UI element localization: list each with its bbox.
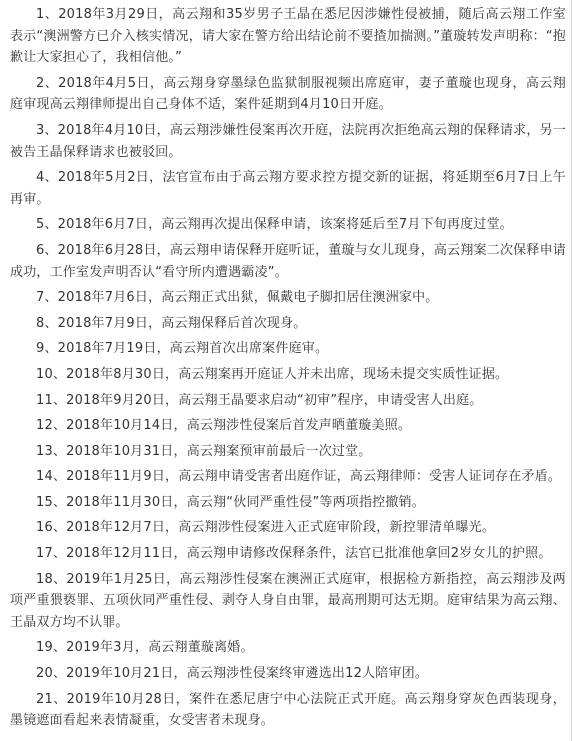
timeline-entry-21: 21、2019年10月28日，案件在悉尼唐宁中心法院正式开庭。高云翔身穿灰色西装现身，墨镜遮面看起来表情凝重，女受害者未现身。 xyxy=(10,691,566,729)
timeline-entry-5: 5、2018年6月7日，高云翔再次提出保释申请，该案将延后至7月下旬再度过堂。 xyxy=(36,217,513,233)
timeline-entry-12: 12、2018年10月14日，高云翔涉性侵案后首发声晒董璇美照。 xyxy=(36,418,412,434)
timeline-entry-13: 13、2018年10月31日，高云翔案预审前最后一次过堂。 xyxy=(36,443,372,459)
timeline-entry-4: 4、2018年5月2日，法官宣布由于高云翔方要求控方提交新的证据，将延期至6月7日上午再审。 xyxy=(10,170,566,207)
timeline-entry-15: 15、2018年11月30日，高云翔“伙同严重性侵”等两项指控撤销。 xyxy=(36,494,425,510)
timeline-entry-2: 2、2018年4月5日，高云翔身穿墨绿色监狱制服视频出席庭审，妻子董璇也现身，高云翔庭审现高云翔律师提出自己身体不适，案件延期到4月10日开庭。 xyxy=(10,75,566,113)
timeline-entry-20: 20、2019年10月21日，高云翔涉性侵案终审遴选出12人陪审团。 xyxy=(36,666,429,682)
timeline-entry-11: 11、2018年9月20日，高云翔王晶要求启动“初审”程序，申请受害人出庭。 xyxy=(36,392,483,408)
timeline-entry-17: 17、2018年12月11日，高云翔申请修改保释条件，法官已批准他拿回2岁女儿的护照。 xyxy=(36,546,552,562)
timeline-entry-9: 9、2018年7月19日，高云翔首次出席案件庭审。 xyxy=(36,341,329,357)
timeline-entry-14: 14、2018年11月9日，高云翔申请受害者出庭作证，高云翔律师：受害人证词存在矛盾。 xyxy=(36,469,562,485)
timeline-entry-18: 18、2019年1月25日，高云翔涉性侵案在澳洲正式庭审，根据检方新指控，高云翔涉及两项严重猥亵罪、五项伙同严重性侵、剥夺人身自由罪，最高刑期可达无期。庭审结果为高云翔、王晶双方均不认罪。 xyxy=(10,571,566,630)
timeline-entry-7: 7、2018年7月6日，高云翔正式出狱，佩戴电子脚扣居住澳洲家中。 xyxy=(36,290,439,306)
timeline-entry-19: 19、2019年3月，高云翔董璇离婚。 xyxy=(36,640,254,656)
timeline-entry-1: 1、2018年3月29日，高云翔和35岁男子王晶在悉尼因涉嫌性侵被捕，随后高云翔工作室表示“澳洲警方已介入核实情况，请大家在警方给出结论前不要揸加揣测。”董璇转发声明称：“抱歉让大家担心了，我相信他。” xyxy=(10,7,566,66)
timeline-entry-10: 10、2018年8月30日，高云翔案再开庭证人并未出席，现场未提交实质性证据。 xyxy=(36,366,509,382)
timeline-entry-3: 3、2018年4月10日，高云翔涉嫌性侵案再次开庭，法院再次拒绝高云翔的保释请求，另一被告王晶保释请求也被驳回。 xyxy=(10,122,566,160)
timeline-entry-16: 16、2018年12月7日，高云翔涉性侵案进入正式庭审阶段，新控罪清单曝光。 xyxy=(36,520,496,536)
timeline-entry-8: 8、2018年7月9日，高云翔保释后首次现身。 xyxy=(36,315,307,331)
timeline-entry-6: 6、2018年6月28日，高云翔申请保释开庭听证，董璇与女儿现身，高云翔案二次保释申请成功，工作室发声明否认“看守所内遭遇霸凌”。 xyxy=(10,242,566,280)
